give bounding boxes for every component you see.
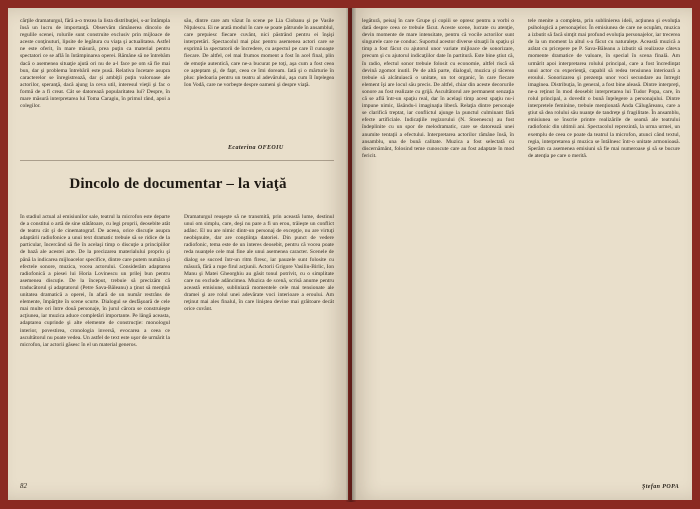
page-number: 82 — [20, 482, 27, 490]
left-body-column-2 — [184, 214, 334, 476]
paragraph: tele menite a completa, prin sublinierea ideii, acţiunea şi evoluţia psihologică a personajelor. În emisiunea de care ne ocupăm, muzica a izbutit să facă simţit mai profund evoluţia personajelor, iar trecerea de la un moment la altul s-a făcut cu naturaleţe. Această muzică a arătat cu pricepere pe P. Sava-Băleanu a izbutit să realizeze câteva momente dramatice de valoare, în special în scena finală. Am urmărit apoi interpretarea rolului principal, care a fost încredinţat unui actor cu experienţă, capabil să redea tensiunea interioară a eroului. Sonorizarea şi prezenţa unor voci secundare au întregit imaginea. Distribuţia, în general, a fost bine aleasă. Dintre interpreţi, ne-a reţinut în mod deosebit interpretarea lui Tudor Popa, care, în rolul principal, a dovedit o bună înţelegere a personajului. Dintre interpretele feminine, trebuie menţionată Anda Călugăreanu, care a ştiut să dea rolului său nuanţe de tandreţe şi fragilitate. În ansamblu, emisiunea se înscrie printre realizările de seamă ale teatrului radiofonic din ultimii ani. Spectacolul reprezintă, la urma urmei, un exemplu de ceea ce poate da teatrul la microfon, atunci când textul, regia, interpretarea şi muzica se întâlnesc într-o unitate armonioasă. Sperăm ca asemenea emisiuni să fie mai numeroase şi să se bucure de atenţia pe care o merită. — [528, 18, 680, 159]
article-title: Dincolo de documentar – la viaţă — [69, 176, 287, 192]
left-top-column-2 — [184, 18, 334, 138]
left-top-column-1 — [20, 18, 170, 138]
left-page — [8, 8, 348, 500]
book-spine — [346, 8, 356, 502]
paragraph: cărţile dramaturgul, fără a-o trezea la lista distribuţiei, s-ar întâmpla însă un lucru de importanţă. Observăm rămânerea dincolo de regulile scenei, rolurile sunt construite exclusiv prin mijloace de aceste conţinuturi, lipsite de legătura cu viaţa şi actualitatea. Astfel ne este oferit, în mare măsură, prea puţin ca material pentru spectatori ce se află în întâmpinarea operei. Rămâne să ne întrebăm dacă o asemenea situaţie ajută ori nu de a-l face pe om să fie mai bun, dar şi problema întrebării este pusă. Relativa încetare asupra caracterelor se înregistrează, dar şi ambiţii puţin valoroase ale actorilor, speranţă, dacă ajung la ceva util, interesul vieţii şi fac o formă de a fi creat. Cât se datorează popularitatea lui? Despre, în mare măsură interpretarea lui Toma Caragiu, în primul rând, apoi a colegilor. — [20, 18, 170, 110]
right-column-1 — [362, 18, 514, 476]
author-signature: Ecaterina OFEOIU — [228, 145, 284, 151]
left-body-column-1 — [20, 214, 170, 476]
right-column-2 — [528, 18, 680, 476]
paragraph: legătură, peisaj în care Grupe şi copiii se opresc pentru a vorbi o dată despre ceea ce trebuie făcut. Aceste scene, lucrate cu atenţie, devin momente de mare intensitate, pentru că vocile actorilor sunt singurele care ne conduc. Suportul acestor diverse situaţii în spaţiu şi timp a fost făcut cu ajutorul unor variate mijloace de sonorizare, precum şi cu ajutorul indicaţiilor date în partitură. Este bine ştiut că, în radio, efectul sonor trebuie folosit cu economie, altfel riscă să devină zgomot inutil. Pe de altă parte, dialogul, muzica şi tăcerea trebuie să alcătuiască o unitate, un tot organic, în care fiecare element îşi are locul său precis. De altfel, chiar din aceste decorurile sonore au fost realizate cu grijă. Ascultătorul are permanent senzaţia că se află într-un spaţiu real, dar în acelaşi timp acest spaţiu nu-i impune nimic, lăsându-i imaginaţia liberă. Relaţia dintre personaje se clarifică treptat, iar conflictul ajunge la punctul culminant fără efecte artificiale. Indicaţiile regizorului (N. Stoenescu) au fost îndeplinite cu un spor de melodramatic, care se datorează unei anumite tentaţii a efectului. Interpretarea actorilor rămâne însă, în ansamblu, una de bună calitate. Muzica a fost selectată cu discernământ, folosind teme cunoscute care au fost adaptate în mod fericit. — [362, 18, 514, 159]
paragraph: În stadiul actual al emisiunilor sale, teatrul la microfon este departe de a constitui o artă de sine stătătoare, cu legi proprii, deosebite atât de teatru cât şi de cinematograf. De aceea, orice discuţie asupra adaptării radiofonice a unui text dramatic trebuie să se ridice de la particular, încercând să fie în acelaşi timp o discuţie a principiilor de bază ale acestei arte. De la precizarea materialului propriu şi până la indicarea mijloacelor specifice, dintre care putem număra şi efectele sonore, muzica, vocea actorului. Considerăm adaptarea radiofonică a piesei lui Horia Lovinescu un prilej bun pentru asemenea discuţie. De la început, trebuie să precizăm că traducătorul şi adaptatorul (Petre Sava-Băleanu) a ţinut să menţină unitatea dramatică a operei, în afară de un număr restrâns de elemente, împărţite în scene scurte. Dialogul se desfăşoară de cele mai multe ori între două personaje, în jurul cărora se construieşte acţiunea, iar muzica aduce completări importante. Pe lângă aceasta, adaptarea cuprinde şi alte elemente de construcţie: monologul interior, povestirea, cronologia inversă, evocarea a ceea ce ascultătorul nu poate vedea. Un astfel de text este uşor de urmărit la microfon, iar actorii găsesc în el un material generos. — [20, 214, 170, 348]
divider — [20, 160, 334, 161]
paragraph: Dramaturgul reuşeşte să ne transmită, prin această lume, destinul unui om simplu, care, deşi nu pare a fi un erou, trăieşte un conflict adânc. El nu are nimic dintr-un personaj de excepţie, nu are virtuţi neobişnuite, dar are conştiinţa datoriei. Din punct de vedere radiofonic, tema este de un interes deosebit, pentru că vocea poate reda nuanţele cele mai fine ale unui asemenea caracter. Scenele de dialog se succed într-un ritm firesc, iar pauzele sunt folosite cu măsură, fără a rupe firul acţiunii. Actorii Grigore Vasiliu-Birlic, Ion Manu şi Matei Gheorghiu au găsit tonul potrivit, cu o simplitate care nu exclude adâncimea. Muzica de scenă, scrisă anume pentru această emisiune, subliniază momentele cele mai tensionate ale dramei şi are rolul unei adevărate voci interioare a eroului. Am reţinut mai ales finalul, în care liniştea devine mai grăitoare decât orice cuvânt. — [184, 214, 334, 313]
paragraph: său, dintre care am văzut în scene pe Lia Ciobanu şi pe Vasile Niţulescu. Ei ne arată modul în care se poate pătrunde în ansamblul, care preţuiesc fiecare cuvânt, nici păstrând pentru ei înşişi interpretări. Spectacolul mai plac pentru asemenea actori care se exprimă la spectatorii de încredere, cu aspectul pe care îl cunoaşte fiecare. De altfel, cel mai frumos moment a fost în acel final, plin de emoţie autentică, care ne-a bucurat pe toţi, aşa cum a fost ceea ce aşteptam şi, de fapt, ceea ce îmi doream. Iată şi o mărturie în plus: pledoaria pentru un teatru al adevărului, aşa cum îl înţelegea Ion Vodă, care ne vorbeşte despre oameni şi despre viaţă. — [184, 18, 334, 88]
right-page — [352, 8, 692, 500]
author-signature: Ştefan POPA — [642, 484, 680, 490]
